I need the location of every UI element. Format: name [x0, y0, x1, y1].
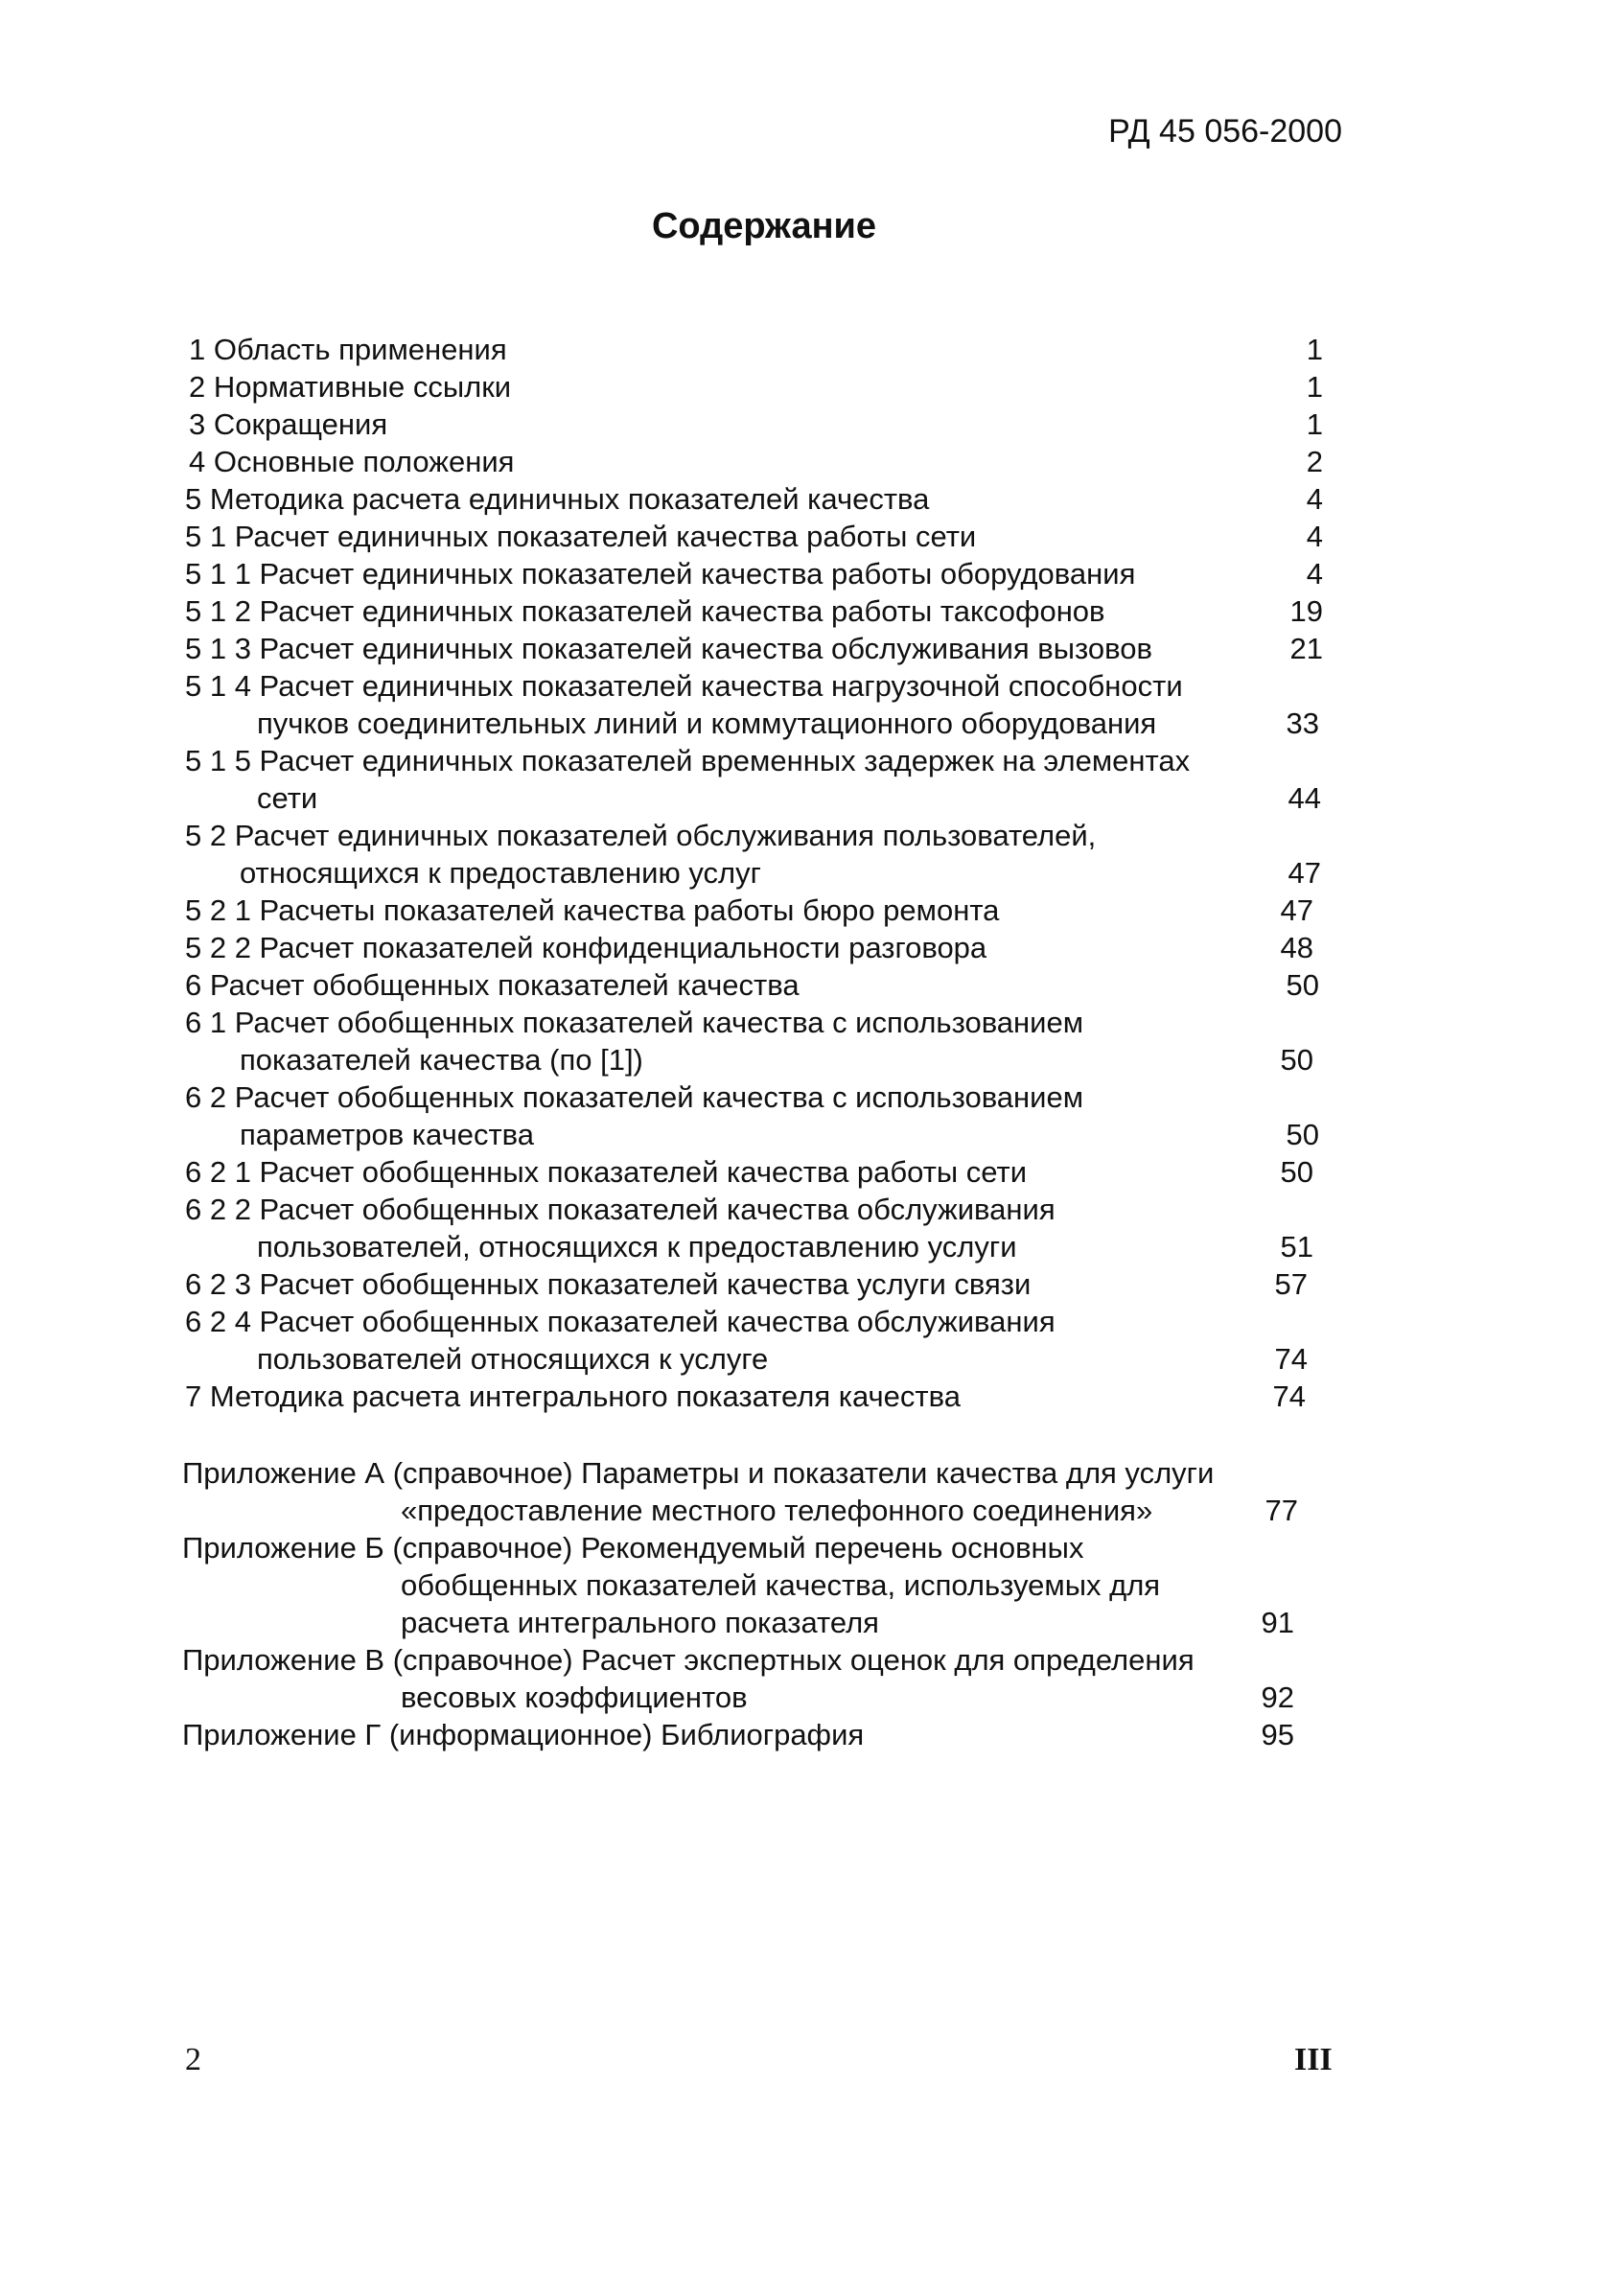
toc-entry-text: «предоставление местного телефонного соединения»	[401, 1494, 1153, 1527]
toc-entry-text: 6 2 1 Расчет обобщенных показателей качества работы сети	[185, 1155, 1028, 1189]
toc-row	[0, 1228, 1624, 1266]
toc-entry-page: 44	[1288, 781, 1321, 815]
toc-entry-text: 4 Основные положения	[189, 445, 515, 478]
toc-entry-text: обобщенных показателей качества, используемых для	[401, 1568, 1161, 1602]
toc-row	[0, 1340, 1624, 1379]
toc-row	[0, 1004, 1624, 1042]
toc-entry-text: 5 1 3 Расчет единичных показателей качества обслуживания вызовов	[185, 632, 1152, 665]
toc-row	[0, 779, 1624, 818]
toc-entry-text: пучков соединительных линий и коммутационного оборудования	[257, 707, 1157, 740]
toc-row	[0, 1041, 1624, 1079]
toc-entry-text: 6 2 4 Расчет обобщенных показателей качества обслуживания	[185, 1305, 1056, 1338]
toc-entry-page: 2	[1306, 445, 1323, 478]
toc-entry-page: 50	[1280, 1043, 1313, 1077]
toc-row	[0, 630, 1624, 668]
toc-entry-text: Приложение А (справочное) Параметры и показатели качества для услуги	[182, 1456, 1215, 1490]
toc-entry-page: 4	[1306, 557, 1323, 591]
toc-entry-text: 6 2 2 Расчет обобщенных показателей качества обслуживания	[185, 1193, 1056, 1226]
toc-entry-text: Приложение В (справочное) Расчет экспертных оценок для определения	[182, 1643, 1195, 1677]
toc-entry-text: 2 Нормативные ссылки	[189, 370, 512, 404]
toc-entry-text: 5 1 Расчет единичных показателей качества работы сети	[185, 520, 977, 553]
toc-row	[0, 1153, 1624, 1192]
toc-entry-page: 1	[1306, 333, 1323, 366]
toc-entry-text: 7 Методика расчета интегрального показателя качества	[185, 1379, 961, 1413]
toc-entry-text: 5 Методика расчета единичных показателей качества	[185, 482, 930, 516]
toc-entry-page: 33	[1286, 707, 1319, 740]
toc-row	[0, 892, 1624, 930]
toc-entry-text: 5 2 Расчет единичных показателей обслуживания пользователей,	[185, 819, 1097, 852]
toc-row	[0, 742, 1624, 780]
toc-entry-text: Приложение Г (информационное) Библиография	[182, 1718, 865, 1751]
toc-entry-text: 5 1 2 Расчет единичных показателей качества работы таксофонов	[185, 594, 1105, 628]
toc-row	[0, 966, 1624, 1005]
toc-row	[0, 667, 1624, 706]
toc-entry-page: 57	[1274, 1267, 1308, 1301]
toc-row	[0, 518, 1624, 556]
toc-entry-page: 50	[1286, 1118, 1319, 1151]
toc-entry-text: расчета интегрального показателя	[401, 1606, 879, 1639]
toc-entry-page: 92	[1261, 1681, 1294, 1714]
toc-entry-text: относящихся к предоставлению услуг	[240, 856, 761, 890]
toc-row	[0, 406, 1624, 444]
toc-entry-text: сети	[257, 781, 318, 815]
toc-entry-text: 5 2 2 Расчет показателей конфиденциальности разговора	[185, 931, 987, 964]
toc-entry-text: 6 2 Расчет обобщенных показателей качества с использованием	[185, 1080, 1084, 1114]
toc-entry-page: 48	[1280, 931, 1313, 964]
toc-entry-page: 77	[1264, 1494, 1298, 1527]
toc-row	[0, 1529, 1624, 1567]
toc-row	[0, 331, 1624, 369]
toc-entry-text: Приложение Б (справочное) Рекомендуемый перечень основных	[182, 1531, 1084, 1565]
toc-entry-text: 5 2 1 Расчеты показателей качества работы бюро ремонта	[185, 893, 1000, 927]
toc-row	[0, 1679, 1624, 1717]
toc-entry-text: 6 1 Расчет обобщенных показателей качества с использованием	[185, 1006, 1084, 1039]
toc-row	[0, 368, 1624, 406]
toc-entry-text: 5 1 5 Расчет единичных показателей временных задержек на элементах	[185, 744, 1191, 777]
toc-row	[0, 705, 1624, 743]
toc-row	[0, 443, 1624, 481]
toc-entry-page: 50	[1280, 1155, 1313, 1189]
toc-entry-page: 47	[1288, 856, 1321, 890]
toc-entry-text: 6 2 3 Расчет обобщенных показателей качества услуги связи	[185, 1267, 1032, 1301]
toc-entry-page: 1	[1306, 407, 1323, 441]
toc-row	[0, 1566, 1624, 1605]
toc-row	[0, 854, 1624, 893]
toc-row	[0, 1716, 1624, 1754]
toc-entry-text: параметров качества	[240, 1118, 535, 1151]
toc-row	[0, 1641, 1624, 1680]
toc-entry-text: 3 Сокращения	[189, 407, 388, 441]
toc-entry-text: 5 1 4 Расчет единичных показателей качества нагрузочной способности	[185, 669, 1183, 703]
page-title: Содержание	[651, 206, 877, 246]
toc-entry-page: 74	[1274, 1342, 1308, 1376]
toc-entry-text: 5 1 1 Расчет единичных показателей качества работы оборудования	[185, 557, 1136, 591]
toc-entry-page: 19	[1289, 594, 1323, 628]
toc-entry-page: 50	[1286, 968, 1319, 1002]
toc-row	[0, 817, 1624, 855]
toc-row	[0, 1265, 1624, 1304]
toc-row	[0, 1604, 1624, 1642]
toc-row	[0, 1078, 1624, 1117]
page-number-right: III	[1294, 2042, 1333, 2077]
toc-row	[0, 480, 1624, 519]
toc-row	[0, 1378, 1624, 1416]
toc-row	[0, 1454, 1624, 1493]
toc-entry-text: 1 Область применения	[189, 333, 507, 366]
toc-row	[0, 1191, 1624, 1229]
toc-entry-text: весовых коэффициентов	[401, 1681, 748, 1714]
toc-row	[0, 592, 1624, 631]
toc-entry-page: 21	[1289, 632, 1323, 665]
toc-entry-page: 4	[1306, 482, 1323, 516]
toc-entry-page: 1	[1306, 370, 1323, 404]
toc-entry-page: 4	[1306, 520, 1323, 553]
toc-row	[0, 929, 1624, 967]
toc-entry-text: 6 Расчет обобщенных показателей качества	[185, 968, 800, 1002]
toc-row	[0, 555, 1624, 593]
toc-row	[0, 1116, 1624, 1154]
toc-entry-page: 51	[1280, 1230, 1313, 1264]
page-number-left: 2	[185, 2042, 201, 2077]
toc-entry-page: 74	[1272, 1379, 1306, 1413]
toc-entry-page: 91	[1261, 1606, 1294, 1639]
toc-row	[0, 1492, 1624, 1530]
toc-entry-text: пользователей, относящихся к предоставлению услуги	[257, 1230, 1017, 1264]
toc-entry-page: 47	[1280, 893, 1313, 927]
toc-entry-text: пользователей относящихся к услуге	[257, 1342, 769, 1376]
toc-entry-page: 95	[1261, 1718, 1294, 1751]
document-code: РД 45 056-2000	[1108, 113, 1342, 150]
toc-row	[0, 1303, 1624, 1341]
toc-entry-text: показателей качества (по [1])	[240, 1043, 643, 1077]
